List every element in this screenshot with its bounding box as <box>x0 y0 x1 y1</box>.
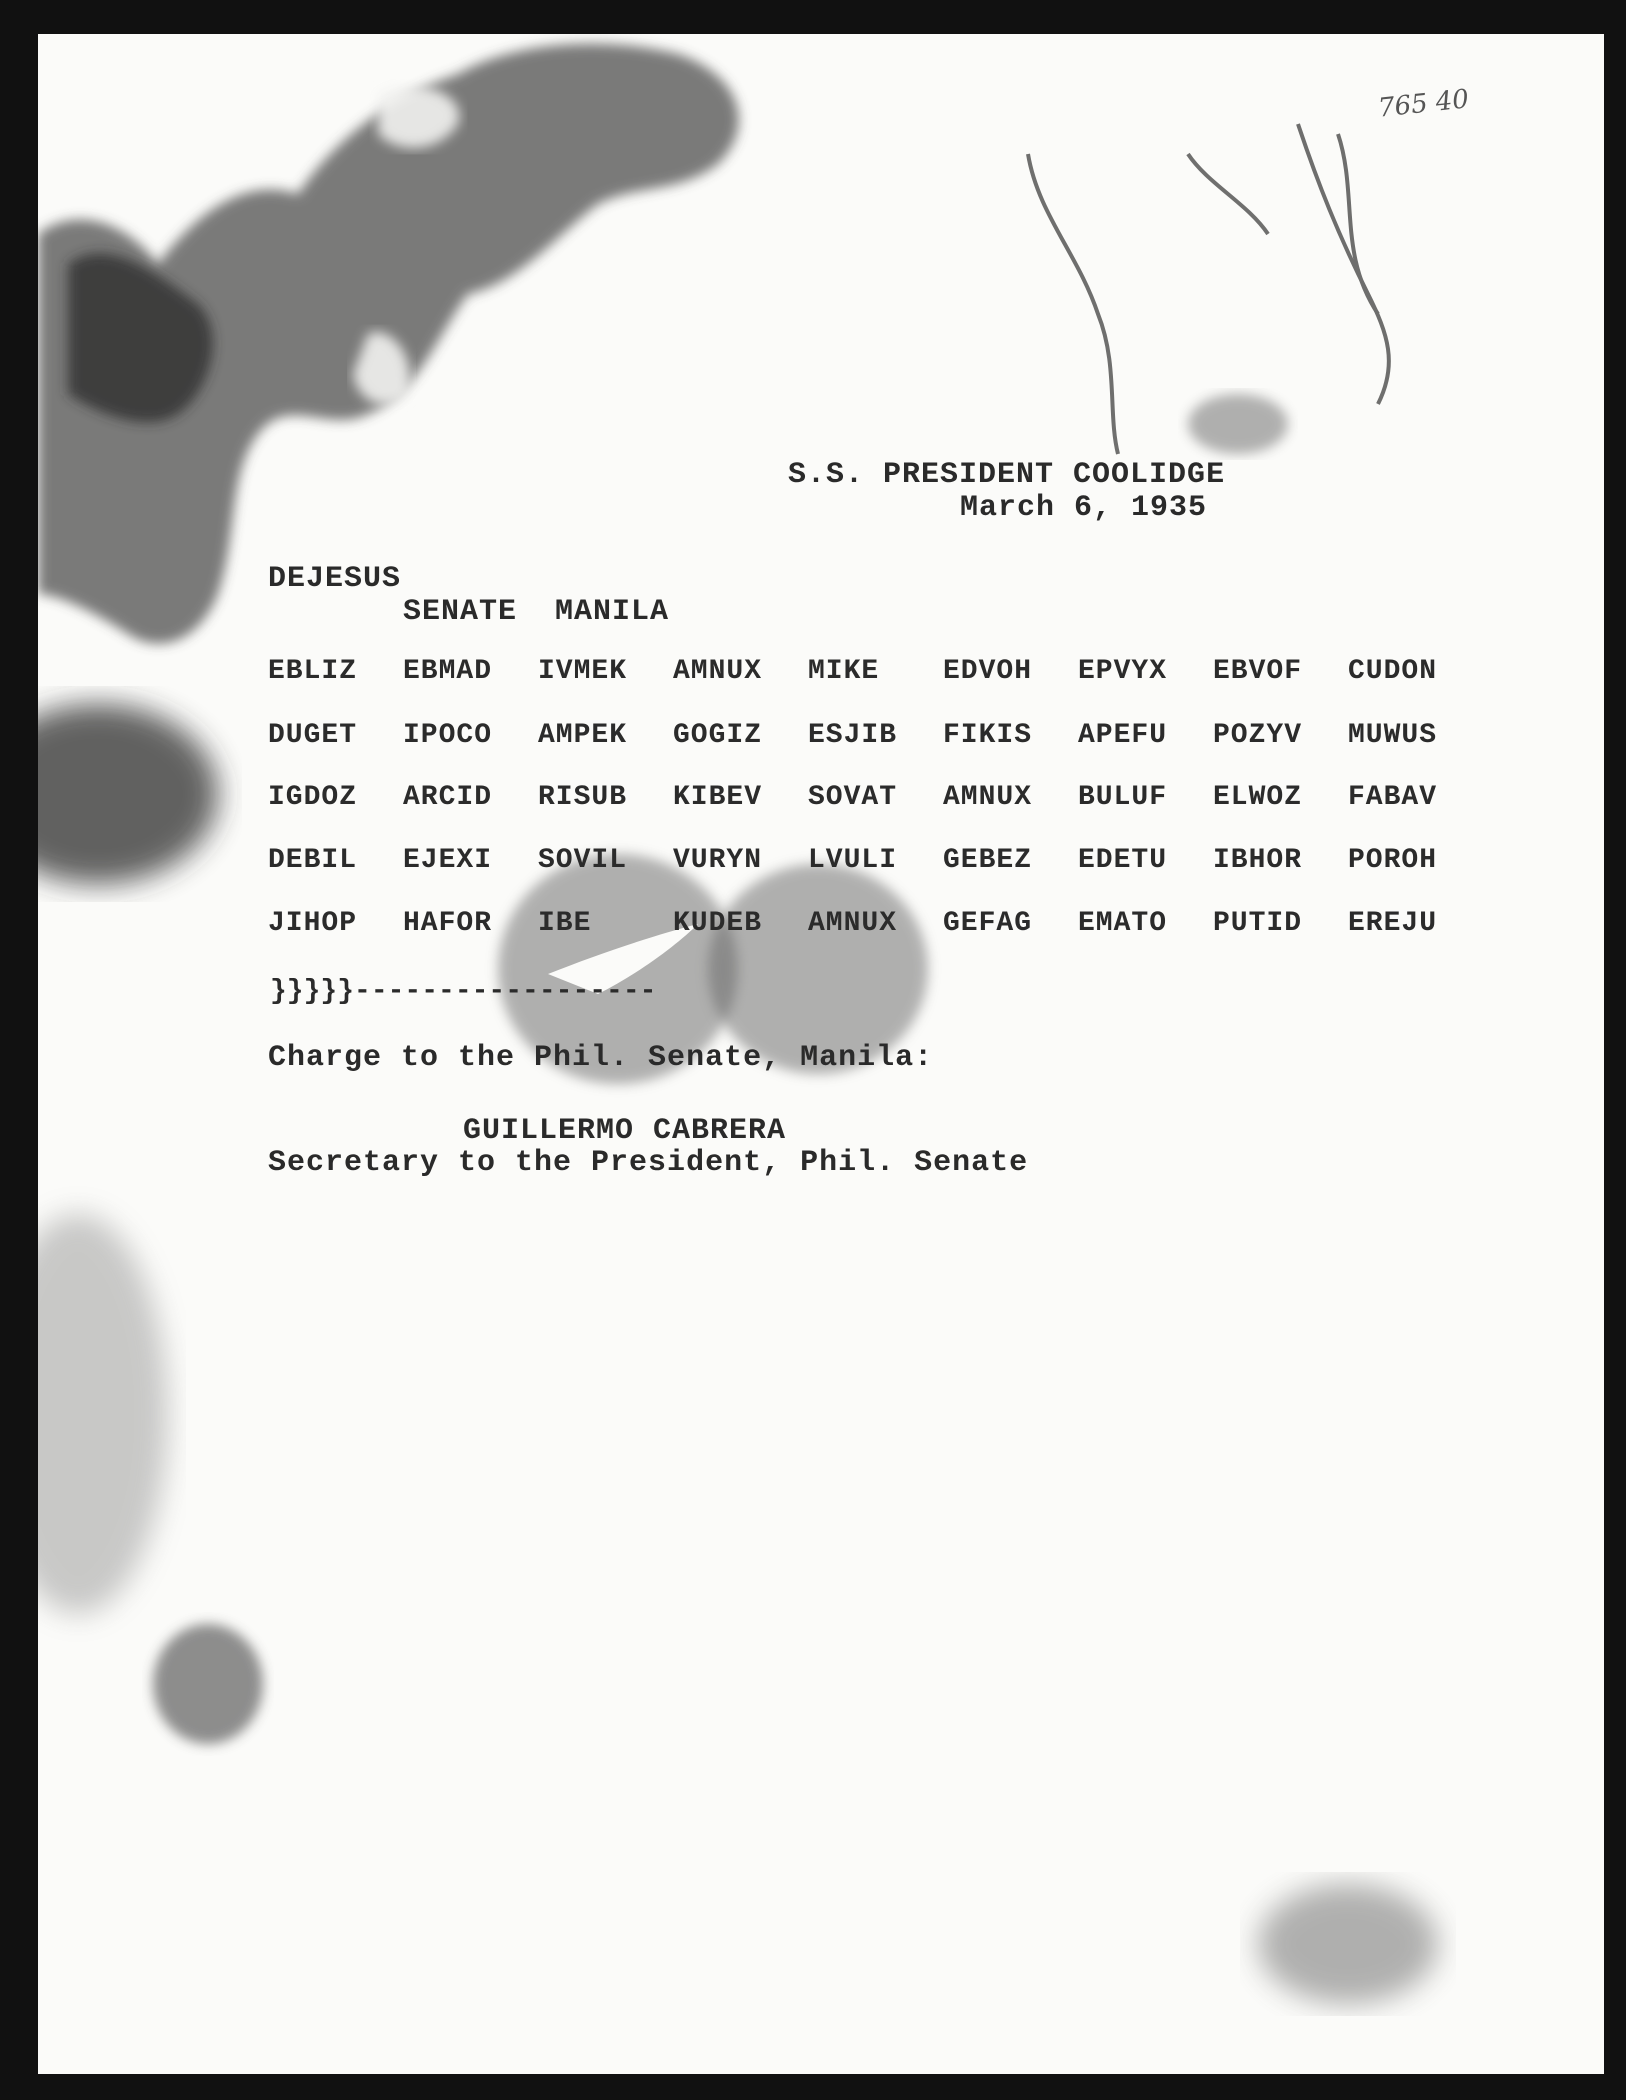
code-group: RISUB <box>538 782 628 813</box>
signature-title: Secretary to the President, Phil. Senate <box>268 1146 1029 1180</box>
code-group: SOVIL <box>538 845 628 876</box>
code-group: CUDON <box>1348 656 1438 687</box>
code-group: IBE <box>538 908 592 939</box>
code-group: EJEXI <box>403 845 493 876</box>
code-group: DUGET <box>268 720 358 751</box>
charge-line: Charge to the Phil. Senate, Manila: <box>268 1041 934 1075</box>
code-group: EPVYX <box>1078 656 1168 687</box>
code-group: DEBIL <box>268 845 358 876</box>
code-group: VURYN <box>673 845 763 876</box>
signature-name: GUILLERMO CABRERA <box>463 1114 787 1148</box>
code-group: GEBEZ <box>943 845 1033 876</box>
code-group: JIHOP <box>268 908 358 939</box>
code-group: BULUF <box>1078 782 1168 813</box>
header-ship: S.S. PRESIDENT COOLIDGE <box>788 458 1226 492</box>
code-group: KUDEB <box>673 908 763 939</box>
stain-bottom-right <box>1258 1884 1438 2004</box>
stain-left-mid <box>38 704 218 884</box>
code-group: LVULI <box>808 845 898 876</box>
code-group: GOGIZ <box>673 720 763 751</box>
code-group: EREJU <box>1348 908 1438 939</box>
stain-top-right-blob <box>1188 394 1288 454</box>
code-group: POROH <box>1348 845 1438 876</box>
code-group: AMNUX <box>808 908 898 939</box>
code-group: ELWOZ <box>1213 782 1303 813</box>
code-group: GEFAG <box>943 908 1033 939</box>
document-page <box>38 34 1604 2074</box>
code-group: KIBEV <box>673 782 763 813</box>
code-group: EBVOF <box>1213 656 1303 687</box>
code-group: AMPEK <box>538 720 628 751</box>
code-group: MUWUS <box>1348 720 1438 751</box>
code-group: SOVAT <box>808 782 898 813</box>
code-group: EBLIZ <box>268 656 358 687</box>
separator-line: }}}}}------------------ <box>270 976 657 1007</box>
addressee-location: SENATE MANILA <box>403 595 670 629</box>
stain-left-bottom <box>153 1624 263 1744</box>
code-group: IBHOR <box>1213 845 1303 876</box>
code-group: AMNUX <box>673 656 763 687</box>
code-group: EDETU <box>1078 845 1168 876</box>
code-group: AMNUX <box>943 782 1033 813</box>
code-group: HAFOR <box>403 908 493 939</box>
code-group: FABAV <box>1348 782 1438 813</box>
code-group: POZYV <box>1213 720 1303 751</box>
stain-left-lower <box>38 1214 168 1614</box>
code-group: APEFU <box>1078 720 1168 751</box>
header-date: March 6, 1935 <box>960 491 1208 525</box>
code-group: IPOCO <box>403 720 493 751</box>
code-group: EMATO <box>1078 908 1168 939</box>
code-group: MIKE <box>808 656 880 687</box>
code-group: EDVOH <box>943 656 1033 687</box>
handwritten-note: 765 40 <box>1376 84 1471 124</box>
code-group: PUTID <box>1213 908 1303 939</box>
code-group: IVMEK <box>538 656 628 687</box>
code-group: ARCID <box>403 782 493 813</box>
code-group: ESJIB <box>808 720 898 751</box>
code-group: EBMAD <box>403 656 493 687</box>
addressee-name: DEJESUS <box>268 562 402 596</box>
code-group: IGDOZ <box>268 782 358 813</box>
code-group: FIKIS <box>943 720 1033 751</box>
